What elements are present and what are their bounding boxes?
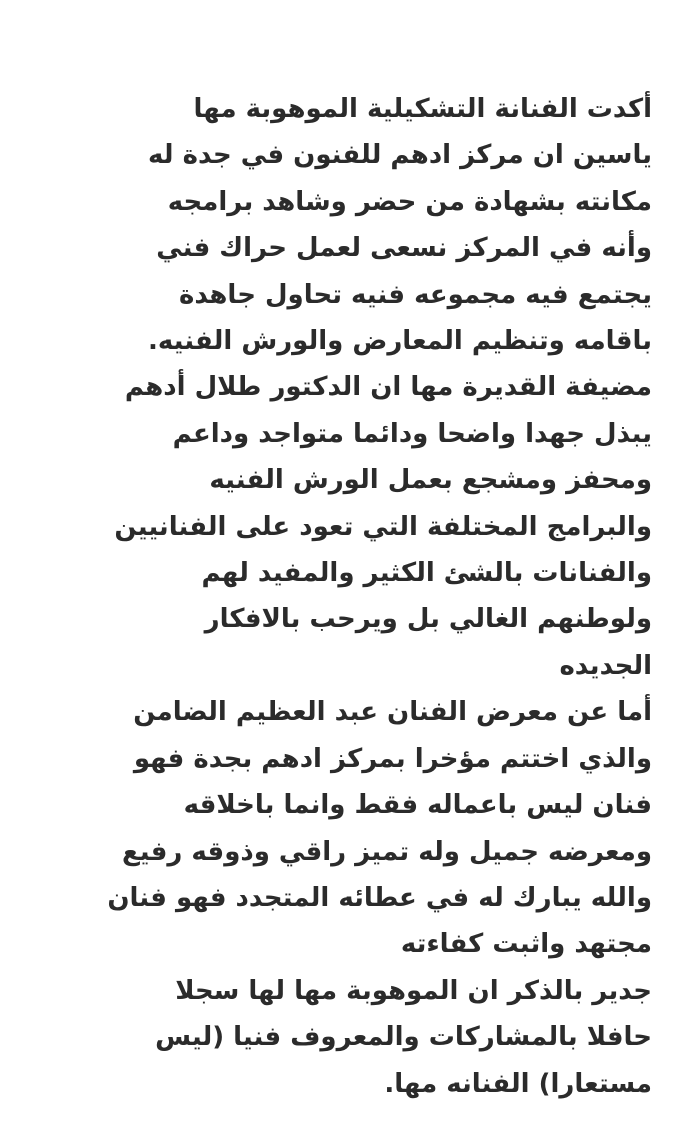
text-line: جدير بالذكر ان الموهوبة مها لها سجلا [175,975,652,1006]
text-line: فنان ليس باعماله فقط وانما باخلاقه [183,790,652,821]
text-line: والفنانات بالشئ الكثير والمفيد لهم [201,558,652,589]
text-line: باقامه وتنظيم المعارض والورش الفنيه. [148,326,652,357]
text-line: مجتهد واثبت كفاءته [400,929,652,960]
article-text [40,86,652,1107]
text-line: مضيفة القديرة مها ان الدكتور طلال أدهم [124,372,652,403]
text-line: مستعارا) الفنانه مها. [384,1068,652,1099]
text-line: أما عن معرض الفنان عبد العظيم الضامن [133,697,652,728]
text-line: الجديده [559,650,652,681]
text-line: يبذل جهدا واضحا ودائما متواجد وداعم [172,418,652,449]
text-line: حافلا بالمشاركات والمعروف فنيا (ليس [155,1022,652,1053]
text-line: ومعرضه جميل وله تميز راقي وذوقه رفيع [121,836,652,867]
text-line: ومحفز ومشجع بعمل الورش الفنيه [209,465,652,496]
text-line: والذي اختتم مؤخرا بمركز ادهم بجدة فهو [133,743,652,774]
text-line: مكانته بشهادة من حضر وشاهد برامجه [167,186,652,217]
text-line: يجتمع فيه مجموعه فنيه تحاول جاهدة [179,279,652,310]
text-line: والله يبارك له في عطائه المتجدد فهو فنان [107,882,652,913]
text-line: ياسين ان مركز ادهم للفنون في جدة له [148,140,652,171]
text-line: والبرامج المختلفة التي تعود على الفنانيين [114,511,652,542]
text-line: وأنه في المركز نسعى لعمل حراك فني [156,233,652,264]
text-line: أكدت الفنانة التشكيلية الموهوبة مها [193,94,652,124]
text-line: ولوطنهم الغالي بل ويرحب بالافكار [204,604,652,635]
